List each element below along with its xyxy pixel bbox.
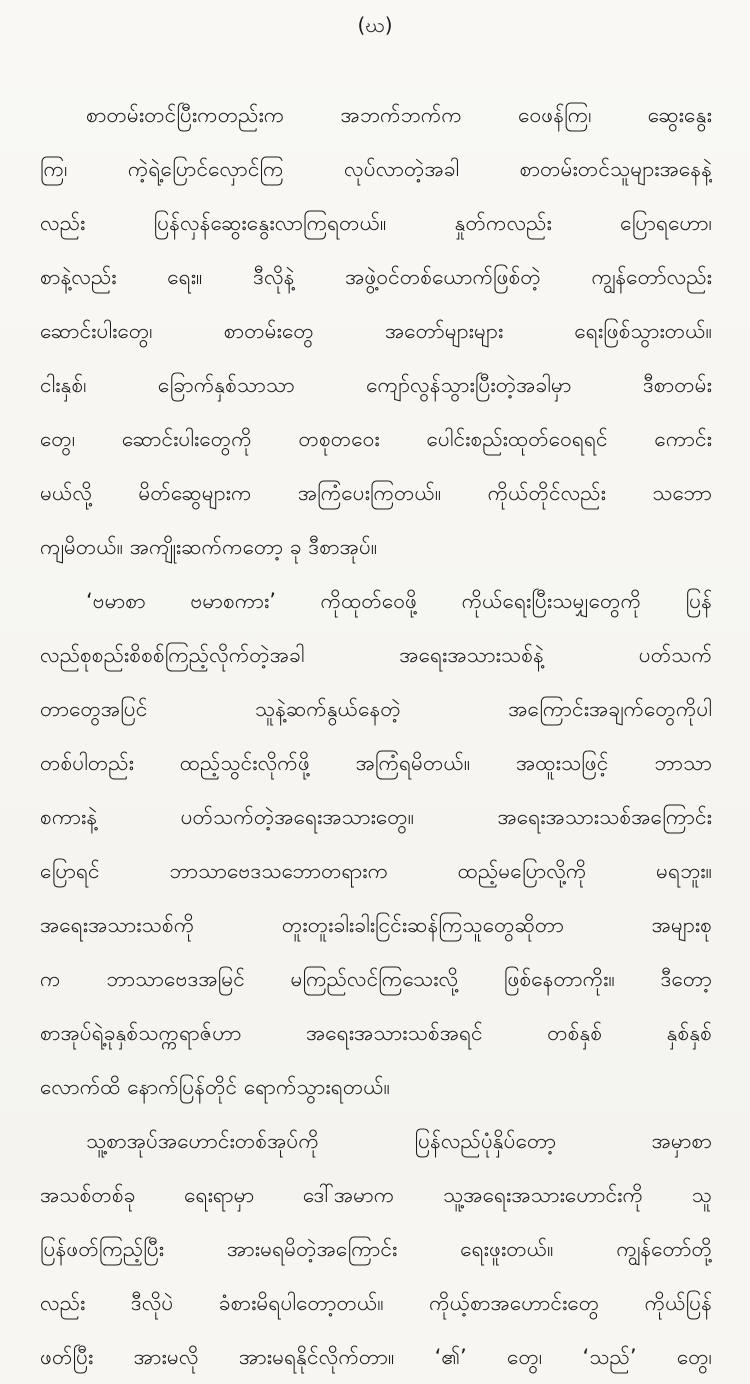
text-line: စကားနဲ့ ပတ်သက်တဲ့အရေးအသားတွေ။ အရေးအသားသစ်အကြောင်း — [40, 805, 712, 829]
text-line: ကြ၊ ကဲ့ရဲ့ပြောင်လှောင်ကြ လုပ်လာတဲ့အခါ စာတမ်းတင်သူများအနေနဲ့ — [40, 157, 712, 181]
paragraph-1 — [40, 88, 712, 574]
text-line: စာတမ်းတင်ပြီးကတည်းက အဘက်ဘက်က ဝေဖန်ကြ၊ ဆွေးနွေး — [86, 103, 712, 127]
text-line: တာတွေအပြင် သူနဲ့ဆက်နွယ်နေတဲ့ အကြောင်းအချက်တွေကိုပါ — [40, 697, 712, 721]
text-line: လည်း ဒီလိုပဲ ခံစားမိရပါတော့တယ်။ ကိုယ့်စာအဟောင်းတွေ ကိုယ်ပြန် — [40, 1291, 712, 1315]
text-line: ငါးနှစ်၊ ခြောက်နှစ်သာသာ ကျော်လွန်သွားပြီးတဲ့အခါမှာ ဒီစာတမ်း — [40, 373, 712, 397]
text-line: က ဘာသာဗေဒအမြင် မကြည်လင်ကြသေးလို့ ဖြစ်နေတာကိုး။ ဒီတော့ — [40, 967, 712, 991]
text-line: စာအုပ်ရဲ့ခုနှစ်သက္ကရာဇ်ဟာ အရေးအသားသစ်အရင် တစ်နှစ် နှစ်နှစ် — [40, 1021, 712, 1045]
text-line: တစ်ပါတည်း ထည့်သွင်းလိုက်ဖို့ အကြံရမိတယ်။ အထူးသဖြင့် ဘာသာ — [40, 751, 712, 775]
text-line: ‘ဗမာစာ ဗမာစကား’ ကိုထုတ်ဝေဖို့ ကိုယ်ရေးပြီးသမျှတွေကို ပြန် — [86, 589, 712, 613]
text-line: ကျမိတယ်။ အကျိုးဆက်ကတော့ ခု ဒီစာအုပ်။ — [40, 535, 378, 559]
text-line: အသစ်တစ်ခု ရေးရာမှာ ဒေါ်အမာက သူ့အရေးအသားဟောင်းကို သူ — [40, 1183, 712, 1207]
text-line: မယ်လို့ မိတ်ဆွေများက အကြံပေးကြတယ်။ ကိုယ်တိုင်လည်း သဘော — [40, 481, 712, 505]
text-line: လည်စုစည်းစိစစ်ကြည့်လိုက်တဲ့အခါ အရေးအသားသစ်နဲ့ ပတ်သက် — [40, 643, 712, 667]
text-line: စာနဲ့လည်း ရေး။ ဒီလိုနဲ့ အဖွဲ့ဝင်တစ်ယောက်ဖြစ်တဲ့ ကျွန်တော်လည်း — [40, 265, 712, 289]
text-line: သူ့စာအုပ်အဟောင်းတစ်အုပ်ကို ပြန်လည်ပုံနှိပ်တော့ အမှာစာ — [86, 1129, 712, 1153]
text-line: လည်း ပြန်လှန်ဆွေးနွေးလာကြရတယ်။ နှုတ်ကလည်း ပြောရဟော၊ — [40, 211, 712, 235]
text-line: ဆောင်းပါးတွေ၊ စာတမ်းတွေ အတော်များများ ရေးဖြစ်သွားတယ်။ — [40, 319, 712, 343]
text-line: အရေးအသားသစ်ကို တူးတူးခါးခါးငြင်းဆန်ကြသူတွေဆိုတာ အများစု — [40, 913, 712, 937]
text-line: ပြန်ဖတ်ကြည့်ပြီး အားမရမိတဲ့အကြောင်း ရေးဖူးတယ်။ ကျွန်တော်တို့ — [40, 1237, 712, 1261]
body-text — [40, 88, 712, 1384]
paragraph-3 — [40, 1114, 712, 1384]
text-line: ဖတ်ပြီး အားမလို အားမရနိုင်လိုက်တာ။ ‘၏’ တွေ၊ ‘သည်’ တွေ၊ — [40, 1345, 712, 1369]
paragraph-2 — [40, 574, 712, 1114]
text-line: ပြောရင် ဘာသာဗေဒသဘောတရားက ထည့်မပြောလို့ကို မရဘူး။ — [40, 859, 712, 883]
text-line: တွေ၊ ဆောင်းပါးတွေကို တစုတဝေး ပေါင်းစည်းထုတ်ဝေရရင် ကောင်း — [40, 427, 712, 451]
text-line: လောက်ထိ နောက်ပြန်တိုင် ရောက်သွားရတယ်။ — [40, 1075, 391, 1099]
page-number: (ဃ) — [357, 13, 393, 37]
